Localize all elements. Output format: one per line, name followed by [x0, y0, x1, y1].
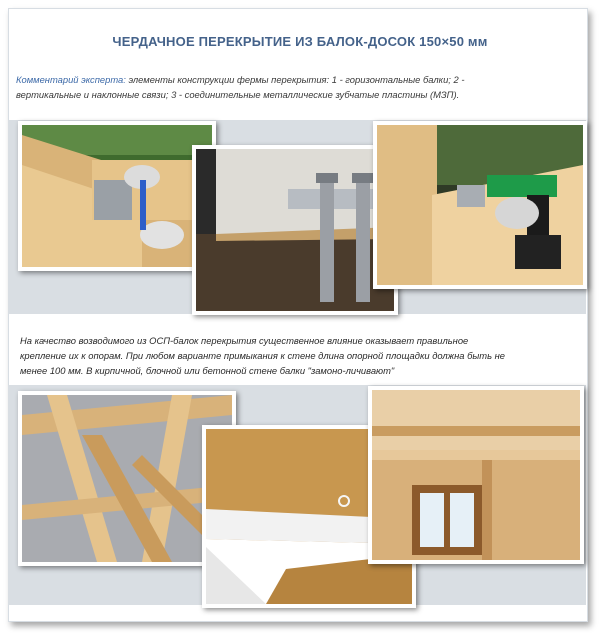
expert-comment	[16, 72, 586, 102]
expert-comment-text-2: вертикальные и наклонные связи; 3 - соединительные металлические зубчатые пластины (МЗП).	[16, 89, 460, 100]
support-paragraph	[20, 333, 580, 378]
support-paragraph-line-3: менее 100 мм. В кирпичной, блочной или бетонной стене балки "замоно-личивают"	[20, 365, 395, 376]
support-paragraph-line-2: крепление их к опорам. При любом варианте примыкания к стене длина опорной площадки должна быть не	[20, 350, 505, 361]
photo-drill-on-beam	[373, 121, 587, 289]
expert-comment-text-1: элементы конструкции фермы перекрытия: 1 - горизонтальные балки; 2 -	[125, 74, 465, 85]
support-paragraph-line-1: На качество возводимого из ОСП-балок перекрытия существенное влияние оказывает правильное	[20, 335, 469, 346]
expert-comment-line-1	[16, 72, 586, 87]
photo-anchor-bolts	[192, 145, 398, 315]
photo-wooden-interior	[368, 386, 584, 564]
photo-bracket-installation	[18, 121, 216, 271]
expert-comment-lead: Комментарий эксперта:	[16, 74, 126, 85]
page-title: ЧЕРДАЧНОЕ ПЕРЕКРЫТИЕ ИЗ БАЛОК-ДОСОК 150×50 мм	[112, 34, 488, 49]
